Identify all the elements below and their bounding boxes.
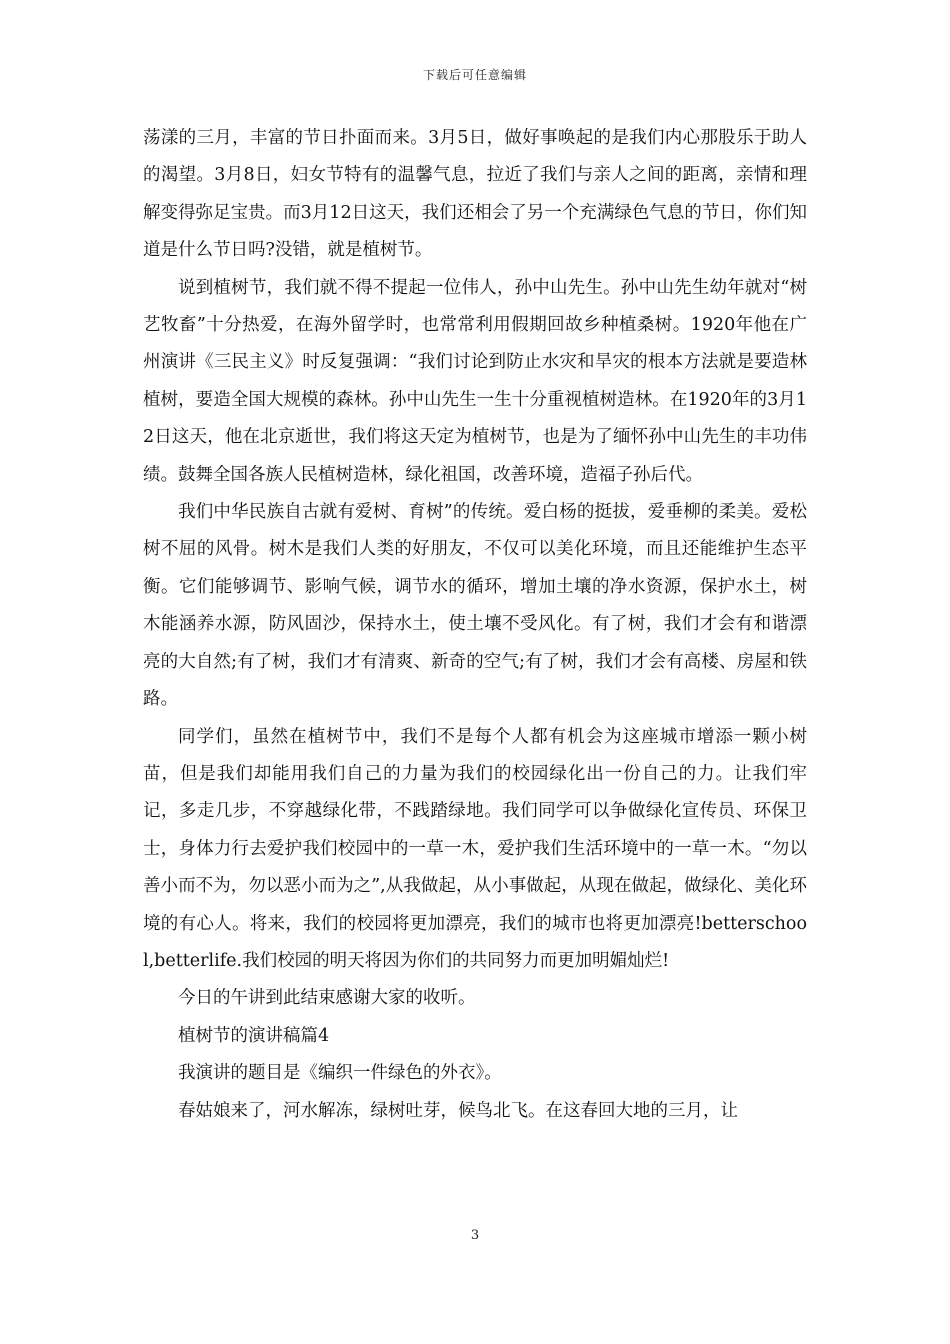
page-number: 3 [470, 1228, 480, 1243]
paragraph-6: 我演讲的题目是《编织一件绿色的外衣》。 [178, 1063, 502, 1084]
paragraph-7: 春姑娘来了，河水解冻，绿树吐芽，候鸟北飞。在这春回大地的三月，让 [178, 1100, 738, 1121]
page-header: 下载后可任意编辑 [422, 68, 527, 82]
paragraph-3: 我们中华民族自古就有爱树、育树”的传统。爱白杨的挺拔，爱垂柳的柔美。爱松树不屈的风骨。树木是我们人类的好朋友，不仅可以美化环境，而且还能维护生态平衡。它们能够调节、影响气候，调节水的循环，增加土壤的净水资源，保护水土，树木能涵养水源，防风固沙，保持水土，使土壤不受风化。有了树，我们才会有和谐漂亮的大自然;有了树，我们才有清爽、新奇的空气;有了树，我们才会有高楼、房屋和铁路。 [143, 502, 807, 710]
paragraph-1: 荡漾的三月，丰富的节日扑面而来。3月5日，做好事唤起的是我们内心那股乐于助人的渴望。3月8日，妇女节特有的温馨气息，拉近了我们与亲人之间的距离，亲情和理解变得弥足宝贵。而3月12日这天，我们还相会了另一个充满绿色气息的节日，你们知道是什么节日吗?没错，就是植树节。 [143, 128, 807, 261]
section-heading: 植树节的演讲稿篇4 [178, 1025, 330, 1046]
paragraph-4: 同学们，虽然在植树节中，我们不是每个人都有机会为这座城市增添一颗小树苗，但是我们却能用我们自己的力量为我们的校园绿化出一份自己的力。让我们牢记，多走几步，不穿越绿化带，不践踏绿地。我们同学可以争做绿化宣传员、环保卫士，身体力行去爱护我们校园中的一草一木，爱护我们生活环境中的一草一木。“勿以善小而不为，勿以恶小而为之”,从我做起，从小事做起，从现在做起，做绿化、美化环境的有心人。将来，我们的校园将更加漂亮，我们的城市也将更加漂亮!betterschool,betterlife.我们校园的明天将因为你们的共同努力而更加明媚灿烂! [143, 726, 807, 971]
paragraph-5: 今日的午讲到此结束感谢大家的收听。 [178, 988, 476, 1009]
document-body [143, 120, 807, 1130]
paragraph-2: 说到植树节，我们就不得不提起一位伟人，孙中山先生。孙中山先生幼年就对“树艺牧畜”十分热爱，在海外留学时，也常常利用假期回故乡种植桑树。1920年他在广州演讲《三民主义》时反复强调：“我们讨论到防止水灾和旱灾的根本方法就是要造林植树，要造全国大规模的森林。孙中山先生一生十分重视植树造林。在1920年的3月12日这天，他在北京逝世，我们将这天定为植树节，也是为了缅怀孙中山先生的丰功伟绩。鼓舞全国各族人民植树造林，绿化祖国，改善环境，造福子孙后代。 [143, 277, 807, 485]
